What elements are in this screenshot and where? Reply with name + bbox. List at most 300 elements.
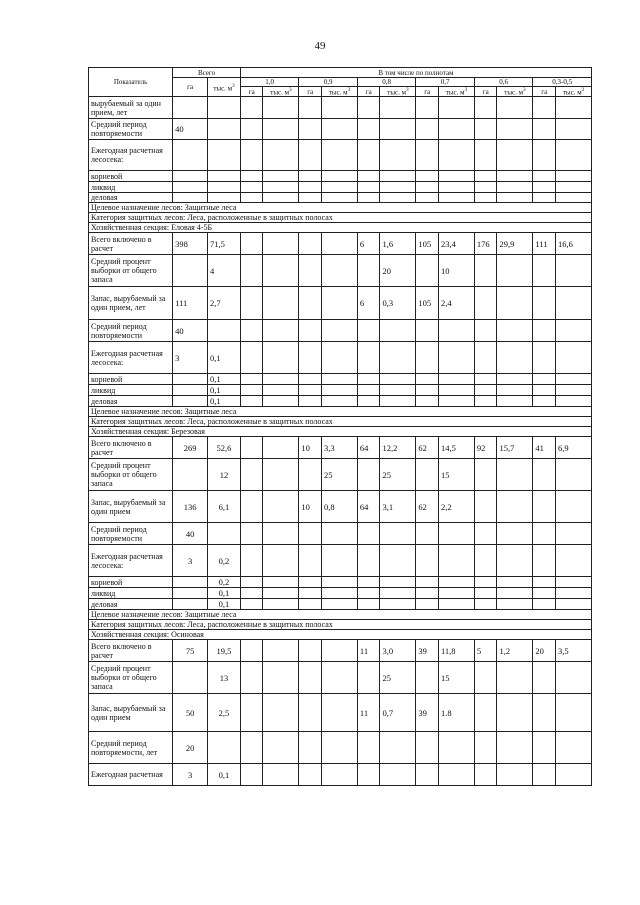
table-cell (299, 764, 322, 786)
table-cell (263, 437, 299, 459)
table-cell (555, 523, 591, 545)
table-row (89, 140, 592, 171)
table-cell (240, 491, 263, 523)
table-cell (208, 320, 241, 342)
row-label: Ежегодная расчетная лесосека: (89, 342, 173, 374)
table-row (89, 588, 592, 599)
table-cell (173, 255, 208, 287)
ha-subheader: га (474, 87, 497, 97)
table-cell: 2,4 (438, 287, 474, 320)
unit-superscript: 3 (523, 88, 526, 93)
table-cell (299, 396, 322, 407)
table-cell: 10 (438, 255, 474, 287)
table-cell: 20 (533, 640, 556, 662)
table-cell (533, 523, 556, 545)
table-cell: 0,1 (208, 599, 241, 610)
table-cell (208, 140, 241, 171)
volume-subheader (497, 87, 533, 97)
table-cell (416, 588, 439, 599)
total-volume-header (208, 78, 241, 97)
table-cell (299, 523, 322, 545)
table-cell (263, 97, 299, 119)
table-cell (474, 694, 497, 732)
table-cell (416, 140, 439, 171)
row-label: Запас, вырубаемый за один прием (89, 694, 173, 732)
table-cell (240, 764, 263, 786)
table-cell (533, 459, 556, 491)
table-cell (497, 255, 533, 287)
table-header (89, 68, 592, 97)
table-cell (555, 193, 591, 203)
table-cell (357, 396, 380, 407)
table-cell (173, 588, 208, 599)
unit-label: тыс. м (213, 83, 233, 92)
table-cell (240, 171, 263, 182)
row-label: Средний период повторяемости (89, 119, 173, 140)
section-label: Категория защитных лесов: Леса, расположенные в защитных полосах (89, 620, 592, 630)
table-cell (497, 342, 533, 374)
table-cell (321, 140, 357, 171)
table-cell (321, 662, 357, 694)
row-label: Ежегодная расчетная лесосека: (89, 545, 173, 577)
table-cell (555, 171, 591, 182)
table-cell: 10 (299, 491, 322, 523)
unit-label: тыс. м (504, 88, 524, 97)
row-label: корневой (89, 374, 173, 385)
table-cell (416, 374, 439, 385)
row-label: Запас, вырубаемый за один прием (89, 491, 173, 523)
table-cell (416, 255, 439, 287)
table-cell (497, 171, 533, 182)
ha-subheader: га (533, 87, 556, 97)
table-cell (299, 588, 322, 599)
table-cell: 64 (357, 437, 380, 459)
table-cell (240, 396, 263, 407)
table-cell (263, 374, 299, 385)
table-cell (321, 119, 357, 140)
unit-label: тыс. м (387, 88, 407, 97)
unit-superscript: 3 (232, 83, 235, 89)
unit-label: тыс. м (270, 88, 290, 97)
table-cell (533, 764, 556, 786)
table-cell (416, 577, 439, 588)
table-cell (497, 140, 533, 171)
section-row (89, 203, 592, 213)
table-cell (416, 599, 439, 610)
row-label: деловая (89, 396, 173, 407)
table-cell (263, 182, 299, 193)
table-cell (263, 140, 299, 171)
table-cell (173, 374, 208, 385)
table-cell (299, 577, 322, 588)
table-cell (533, 694, 556, 732)
table-cell (380, 732, 416, 764)
ha-subheader: га (299, 87, 322, 97)
table-row (89, 193, 592, 203)
table-cell (263, 342, 299, 374)
table-cell (555, 119, 591, 140)
table-cell (299, 662, 322, 694)
table-cell (240, 588, 263, 599)
section-row (89, 620, 592, 630)
table-cell (321, 577, 357, 588)
table-cell (416, 732, 439, 764)
table-cell (474, 459, 497, 491)
table-cell (357, 764, 380, 786)
table-cell: 0,7 (380, 694, 416, 732)
table-cell (357, 374, 380, 385)
row-label: ликвид (89, 385, 173, 396)
table-cell: 12,2 (380, 437, 416, 459)
table-cell (474, 287, 497, 320)
table-cell (208, 193, 241, 203)
table-cell (555, 97, 591, 119)
table-cell (438, 342, 474, 374)
table-cell (173, 662, 208, 694)
table-cell: 40 (173, 523, 208, 545)
table-cell: 3 (173, 342, 208, 374)
table-cell (474, 320, 497, 342)
table-cell (263, 193, 299, 203)
table-cell: 6,1 (208, 491, 241, 523)
table-cell (497, 491, 533, 523)
section-row (89, 427, 592, 437)
table-cell (555, 255, 591, 287)
table-cell: 39 (416, 640, 439, 662)
table-cell (438, 396, 474, 407)
volume-subheader (438, 87, 474, 97)
table-cell (497, 385, 533, 396)
table-cell (438, 320, 474, 342)
section-row (89, 417, 592, 427)
table-cell (263, 588, 299, 599)
section-row (89, 610, 592, 620)
table-cell (497, 97, 533, 119)
table-cell (321, 599, 357, 610)
table-cell (240, 599, 263, 610)
table-cell (416, 385, 439, 396)
table-cell: 0,3 (380, 287, 416, 320)
row-label: Средний процент выборки от общего запаса (89, 662, 173, 694)
table-cell (380, 764, 416, 786)
table-cell (240, 732, 263, 764)
table-cell (533, 385, 556, 396)
table-cell (438, 577, 474, 588)
ha-subheader: га (240, 87, 263, 97)
table-cell: 15 (438, 662, 474, 694)
table-cell (357, 182, 380, 193)
unit-superscript: 3 (464, 88, 468, 93)
table-cell (321, 385, 357, 396)
table-cell (173, 97, 208, 119)
table-row (89, 374, 592, 385)
table-cell: 64 (357, 491, 380, 523)
unit-superscript: 3 (347, 88, 351, 93)
table-cell: 2,7 (208, 287, 241, 320)
table-cell (497, 182, 533, 193)
table-cell (321, 233, 357, 255)
table-cell (263, 385, 299, 396)
header-row (89, 68, 592, 78)
table-cell (240, 523, 263, 545)
table-cell (380, 193, 416, 203)
table-cell (240, 233, 263, 255)
table-cell (533, 396, 556, 407)
table-cell (380, 545, 416, 577)
table-cell: 398 (173, 233, 208, 255)
unit-superscript: 3 (289, 88, 292, 93)
table-cell (380, 599, 416, 610)
table-cell: 269 (173, 437, 208, 459)
table-row (89, 459, 592, 491)
table-cell (357, 342, 380, 374)
table-row (89, 545, 592, 577)
volume-subheader (321, 87, 357, 97)
table-cell (299, 119, 322, 140)
table-cell (555, 287, 591, 320)
table-cell (380, 588, 416, 599)
table-cell: 0,2 (208, 545, 241, 577)
table-cell (533, 171, 556, 182)
table-cell: 0,1 (208, 588, 241, 599)
table-cell (357, 255, 380, 287)
table-cell (416, 662, 439, 694)
table-cell (380, 171, 416, 182)
unit-superscript: 3 (406, 88, 409, 93)
table-row (89, 577, 592, 588)
row-label: вырубаемый за один прием, лет (89, 97, 173, 119)
table-cell (173, 171, 208, 182)
table-cell: 3,1 (380, 491, 416, 523)
table-cell (299, 140, 322, 171)
table-cell (208, 171, 241, 182)
table-cell: 40 (173, 320, 208, 342)
table-cell (380, 577, 416, 588)
table-cell (416, 545, 439, 577)
table-cell (357, 599, 380, 610)
table-cell (321, 374, 357, 385)
table-cell (380, 97, 416, 119)
table-cell (173, 577, 208, 588)
section-label: Хозяйственная секция: Березовая (89, 427, 592, 437)
row-label: деловая (89, 193, 173, 203)
table-cell (299, 182, 322, 193)
table-cell: 5 (474, 640, 497, 662)
table-cell (240, 640, 263, 662)
table-row (89, 640, 592, 662)
table-cell (240, 140, 263, 171)
table-cell: 1,6 (380, 233, 416, 255)
table-cell (416, 523, 439, 545)
table-cell (533, 577, 556, 588)
table-cell (474, 599, 497, 610)
table-cell (474, 491, 497, 523)
table-cell (438, 545, 474, 577)
table-row (89, 233, 592, 255)
table-cell (321, 588, 357, 599)
row-label: ликвид (89, 588, 173, 599)
table-cell: 6,9 (555, 437, 591, 459)
table-cell (263, 764, 299, 786)
section-row (89, 630, 592, 640)
density-header: 0,7 (416, 78, 475, 87)
row-label: Средний процент выборки от общего запаса (89, 459, 173, 491)
table-row (89, 255, 592, 287)
table-cell (240, 193, 263, 203)
table-cell (474, 140, 497, 171)
table-cell (240, 97, 263, 119)
table-cell (357, 97, 380, 119)
table-cell (416, 182, 439, 193)
table-cell (474, 577, 497, 588)
table-cell (263, 545, 299, 577)
table-cell (416, 764, 439, 786)
table-cell (357, 588, 380, 599)
table-cell (416, 396, 439, 407)
table-cell (321, 640, 357, 662)
table-cell (533, 119, 556, 140)
table-cell (263, 523, 299, 545)
table-cell (299, 640, 322, 662)
table-cell: 0,8 (321, 491, 357, 523)
row-label: Средний период повторяемости (89, 320, 173, 342)
table-cell: 23,4 (438, 233, 474, 255)
section-label: Категория защитных лесов: Леса, расположенные в защитных полосах (89, 213, 592, 223)
table-row (89, 732, 592, 764)
table-cell (438, 182, 474, 193)
table-cell (533, 342, 556, 374)
page-number: 49 (314, 40, 326, 52)
table-cell (533, 97, 556, 119)
table-cell (240, 545, 263, 577)
table-cell (474, 732, 497, 764)
table-cell (416, 97, 439, 119)
table-cell: 1,2 (497, 640, 533, 662)
section-row (89, 407, 592, 417)
table-cell (240, 182, 263, 193)
table-cell: 50 (173, 694, 208, 732)
table-cell: 71,5 (208, 233, 241, 255)
table-cell: 20 (380, 255, 416, 287)
table-cell (321, 396, 357, 407)
table-cell (208, 523, 241, 545)
table-cell (263, 732, 299, 764)
table-row (89, 396, 592, 407)
density-header: 0,6 (474, 78, 533, 87)
table-cell: 29,9 (497, 233, 533, 255)
table-cell (299, 97, 322, 119)
table-cell (416, 459, 439, 491)
section-label: Хозяйственная секция: Еловая 4-5Б (89, 223, 592, 233)
table-cell (357, 171, 380, 182)
table-cell (357, 320, 380, 342)
table-cell (357, 577, 380, 588)
table-cell (555, 662, 591, 694)
table-cell (533, 588, 556, 599)
table-row (89, 342, 592, 374)
row-label: Средний период повторяемости (89, 523, 173, 545)
table-cell (555, 732, 591, 764)
table-cell (240, 662, 263, 694)
table-cell: 3,5 (555, 640, 591, 662)
table-cell (438, 193, 474, 203)
table-row (89, 523, 592, 545)
table-cell (474, 342, 497, 374)
table-cell: 0,1 (208, 764, 241, 786)
table-cell (263, 233, 299, 255)
table-cell (357, 193, 380, 203)
table-cell (474, 764, 497, 786)
table-cell (438, 374, 474, 385)
table-cell: 62 (416, 437, 439, 459)
unit-superscript: 3 (581, 88, 585, 93)
table-cell (474, 662, 497, 694)
table-cell (299, 171, 322, 182)
table-body (89, 97, 592, 786)
table-cell (474, 97, 497, 119)
row-label: Средний процент выборки от общего запаса (89, 255, 173, 287)
table-cell (357, 459, 380, 491)
table-cell (240, 374, 263, 385)
table-row (89, 97, 592, 119)
unit-label: тыс. м (562, 88, 582, 97)
table-cell (555, 694, 591, 732)
table-cell (240, 385, 263, 396)
row-label: корневой (89, 577, 173, 588)
table-cell: 0,1 (208, 342, 241, 374)
table-cell (208, 97, 241, 119)
table-cell (321, 193, 357, 203)
table-cell (299, 385, 322, 396)
table-cell (555, 459, 591, 491)
table-cell (263, 662, 299, 694)
table-cell: 75 (173, 640, 208, 662)
table-cell (208, 732, 241, 764)
table-cell (263, 119, 299, 140)
section-label: Целевое назначение лесов: Защитные леса (89, 407, 592, 417)
table-cell (263, 396, 299, 407)
table-cell (299, 233, 322, 255)
table-cell: 20 (173, 732, 208, 764)
table-cell (533, 374, 556, 385)
table-cell (533, 662, 556, 694)
table-cell (263, 320, 299, 342)
table-cell (299, 320, 322, 342)
table-cell (416, 171, 439, 182)
table-cell: 0,2 (208, 577, 241, 588)
table-cell (357, 662, 380, 694)
table-cell (173, 385, 208, 396)
table-cell (321, 255, 357, 287)
table-cell (555, 599, 591, 610)
row-label: Средний период повторяемости, лет (89, 732, 173, 764)
table-cell (555, 491, 591, 523)
volume-subheader (555, 87, 591, 97)
table-cell (380, 320, 416, 342)
row-label: Всего включено в расчет (89, 640, 173, 662)
table-cell (263, 255, 299, 287)
row-label: ликвид (89, 182, 173, 193)
table-cell (357, 140, 380, 171)
table-cell (299, 342, 322, 374)
table-cell: 25 (321, 459, 357, 491)
table-cell (438, 764, 474, 786)
ha-subheader: га (416, 87, 439, 97)
table-cell (533, 193, 556, 203)
table-cell (380, 523, 416, 545)
table-cell (474, 385, 497, 396)
table-cell (321, 732, 357, 764)
